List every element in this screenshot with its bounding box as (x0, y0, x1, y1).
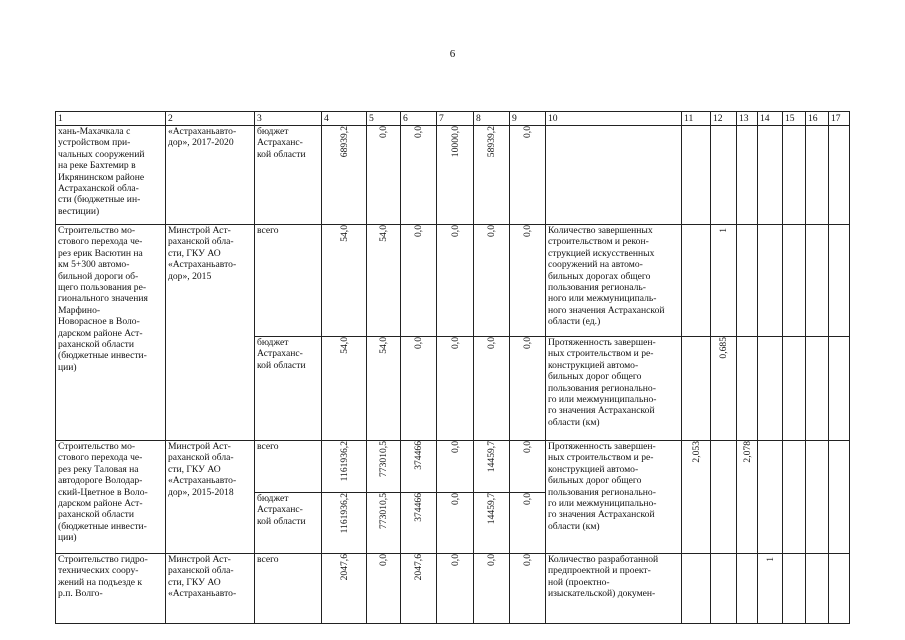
empty-cell (806, 554, 829, 624)
value-text: 0,0 (449, 441, 461, 453)
object-name-cell: Строительство мо- стового перехода че- рез ерик Васютин на км 5+300 автомо- бильной дороги об- щего пользования ре- гионального значения Марфино- Новорасное в Воло- дарском районе Аст- раханской области (бюджетные инвести- ции) (56, 225, 166, 441)
value-text: 2047,6 (413, 554, 424, 581)
value-cell (510, 126, 546, 225)
executor-cell: «Астраханьавто- дор», 2017-2020 (166, 126, 255, 225)
empty-cell (829, 337, 850, 441)
header-cell: 5 (367, 112, 401, 126)
value-cell (437, 493, 474, 554)
value-cell (711, 225, 737, 337)
value-text: 0,0 (522, 493, 533, 505)
value-cell (367, 225, 401, 337)
value-text: 0,0 (449, 337, 461, 349)
page-number: 6 (449, 48, 456, 60)
value-cell (401, 441, 437, 493)
value-text: 14459,7 (486, 493, 497, 525)
value-text: 0,0 (413, 337, 424, 349)
empty-cell (682, 225, 711, 337)
empty-cell (711, 554, 737, 624)
value-text: 773010,5 (378, 493, 389, 529)
header-cell: 6 (401, 112, 437, 126)
value-cell (474, 493, 510, 554)
header-cell: 7 (437, 112, 474, 126)
funding-source-cell: всего (255, 554, 322, 624)
header-cell: 2 (166, 112, 255, 126)
value-text: 0,0 (522, 441, 533, 453)
value-text: 773010,5 (378, 441, 389, 477)
object-name-cell: хань-Махачкала с устройством при- чальных сооружений на реке Бахтемир в Икрянинском районе Астраханской обла- сти (бюджетные ин- вестиции) (56, 126, 166, 225)
header-cell: 4 (322, 112, 367, 126)
empty-cell (806, 337, 829, 441)
header-cell: 16 (806, 112, 829, 126)
empty-cell (829, 225, 850, 337)
value-text: 0,685 (718, 337, 729, 359)
value-cell (510, 554, 546, 624)
value-text: 0,0 (522, 554, 533, 566)
table-row (56, 225, 850, 337)
empty-cell (737, 126, 758, 225)
empty-cell (783, 441, 806, 554)
value-cell (437, 337, 474, 441)
executor-cell: Минстрой Аст- раханской обла- сти, ГКУ АО «Астраханьавто- (166, 554, 255, 624)
value-cell (367, 441, 401, 493)
empty-cell (783, 337, 806, 441)
value-text: 1 (764, 557, 776, 562)
value-text: 1161936,2 (338, 441, 350, 482)
value-cell (322, 441, 367, 493)
value-cell (401, 126, 437, 225)
value-cell (474, 225, 510, 337)
empty-cell (682, 337, 711, 441)
value-cell (437, 225, 474, 337)
header-cell: 13 (737, 112, 758, 126)
header-cell: 14 (758, 112, 783, 126)
value-cell (367, 126, 401, 225)
funding-source-cell: всего (255, 441, 322, 493)
header-cell: 3 (255, 112, 322, 126)
value-text: 2,053 (690, 441, 702, 463)
header-cell: 15 (783, 112, 806, 126)
value-cell (367, 554, 401, 624)
header-cell: 9 (510, 112, 546, 126)
value-text: 0,0 (522, 337, 533, 349)
value-text: 374466 (413, 493, 424, 522)
header-cell: 10 (546, 112, 682, 126)
indicator-cell (546, 126, 682, 225)
value-text: 0,0 (378, 126, 389, 138)
funding-source-cell: всего (255, 225, 322, 337)
value-text: 2047,6 (338, 554, 350, 581)
value-cell (474, 554, 510, 624)
value-cell (737, 441, 758, 554)
value-text: 54,0 (378, 225, 389, 242)
empty-cell (737, 225, 758, 337)
header-cell: 11 (682, 112, 711, 126)
empty-cell (758, 337, 783, 441)
value-cell (367, 337, 401, 441)
value-cell (758, 554, 783, 624)
value-cell (322, 225, 367, 337)
value-text: 68939,2 (338, 126, 350, 158)
value-text: 54,0 (378, 337, 389, 354)
value-text: 54,0 (338, 225, 350, 242)
value-text: 0,0 (413, 225, 424, 237)
value-text: 54,0 (338, 337, 350, 354)
value-text: 2,078 (741, 441, 753, 463)
value-cell (682, 441, 711, 554)
empty-cell (737, 554, 758, 624)
header-cell: 12 (711, 112, 737, 126)
value-text: 0,0 (413, 126, 424, 138)
empty-cell (758, 225, 783, 337)
empty-cell (783, 554, 806, 624)
value-cell (401, 493, 437, 554)
empty-cell (829, 126, 850, 225)
indicator-cell: Протяженность завершен- ных строительством и ре- конструкцией автомо- бильных дорог общего пользования регионально- го или межмуниципально- го значения Астраханской области (км) (546, 337, 682, 441)
value-text: 10000,0 (449, 126, 461, 158)
value-cell (437, 441, 474, 493)
value-cell (474, 337, 510, 441)
value-text: 0,0 (522, 225, 533, 237)
value-cell (474, 126, 510, 225)
value-cell (322, 126, 367, 225)
empty-cell (758, 126, 783, 225)
value-cell (401, 337, 437, 441)
empty-cell (806, 225, 829, 337)
value-text: 0,0 (378, 554, 389, 566)
empty-cell (829, 554, 850, 624)
value-text: 58939,2 (486, 126, 497, 158)
header-cell: 1 (56, 112, 166, 126)
indicator-cell: Количество разработанной предпроектной и проект- ной (проектно- изыскательской) докумен- (546, 554, 682, 624)
object-name-cell: Строительство мо- стового перехода че- рез реку Таловая на автодороге Володар- ский-Цветное в Воло- дарском районе Аст- раханской области (бюджетные инвести- ции) (56, 441, 166, 554)
value-cell (322, 337, 367, 441)
value-cell (510, 441, 546, 493)
empty-cell (711, 126, 737, 225)
value-text: 0,0 (449, 225, 461, 237)
empty-cell (711, 441, 737, 554)
empty-cell (806, 126, 829, 225)
value-text: 14459,7 (486, 441, 497, 473)
executor-cell: Минстрой Аст- раханской обла- сти, ГКУ АО «Астраханьавто- дор», 2015 (166, 225, 255, 441)
value-cell (437, 126, 474, 225)
empty-cell (829, 441, 850, 554)
empty-cell (682, 126, 711, 225)
value-cell (711, 337, 737, 441)
indicator-cell: Количество завершенных строительством и рекон- струкцией искусственных сооружений на автомо- бильных дорогах общего пользования региональ- ного или межмуниципаль- ного значения Астраханской области (ед.) (546, 225, 682, 337)
table-row (56, 554, 850, 624)
empty-cell (783, 225, 806, 337)
empty-cell (806, 441, 829, 554)
empty-cell (758, 441, 783, 554)
value-text: 0,0 (486, 337, 497, 349)
empty-cell (783, 126, 806, 225)
funding-source-cell: бюджет Астраханс- кой области (255, 126, 322, 225)
value-text: 374466 (413, 441, 424, 470)
program-table (55, 111, 850, 624)
funding-source-cell: бюджет Астраханс- кой области (255, 337, 322, 441)
indicator-cell: Протяженность завершен- ных строительством и ре- конструкцией автомо- бильных дорог общего пользования регионально- го или межмуниципально- го значения Астраханской области (км) (546, 441, 682, 554)
funding-source-cell: бюджет Астраханс- кой области (255, 493, 322, 554)
value-cell (510, 337, 546, 441)
value-cell (510, 493, 546, 554)
header-cell: 8 (474, 112, 510, 126)
header-row (56, 112, 850, 126)
value-cell (437, 554, 474, 624)
object-name-cell: Строительство гидро- технических соору- жений на подъезде к р.п. Волго- (56, 554, 166, 624)
value-text: 0,0 (486, 225, 497, 237)
empty-cell (682, 554, 711, 624)
table-row (56, 441, 850, 493)
value-cell (474, 441, 510, 493)
value-text: 1161936,2 (338, 493, 350, 534)
value-text: 0,0 (449, 554, 461, 566)
value-text: 0,0 (449, 493, 461, 505)
header-cell: 17 (829, 112, 850, 126)
value-text: 0,0 (522, 126, 533, 138)
value-cell (401, 225, 437, 337)
value-cell (322, 493, 367, 554)
value-text: 1 (718, 228, 729, 233)
value-cell (367, 493, 401, 554)
table-row (56, 126, 850, 225)
value-cell (322, 554, 367, 624)
value-cell (401, 554, 437, 624)
value-cell (510, 225, 546, 337)
value-text: 0,0 (486, 554, 497, 566)
executor-cell: Минстрой Аст- раханской обла- сти, ГКУ АО «Астраханьавто- дор», 2015-2018 (166, 441, 255, 554)
empty-cell (737, 337, 758, 441)
